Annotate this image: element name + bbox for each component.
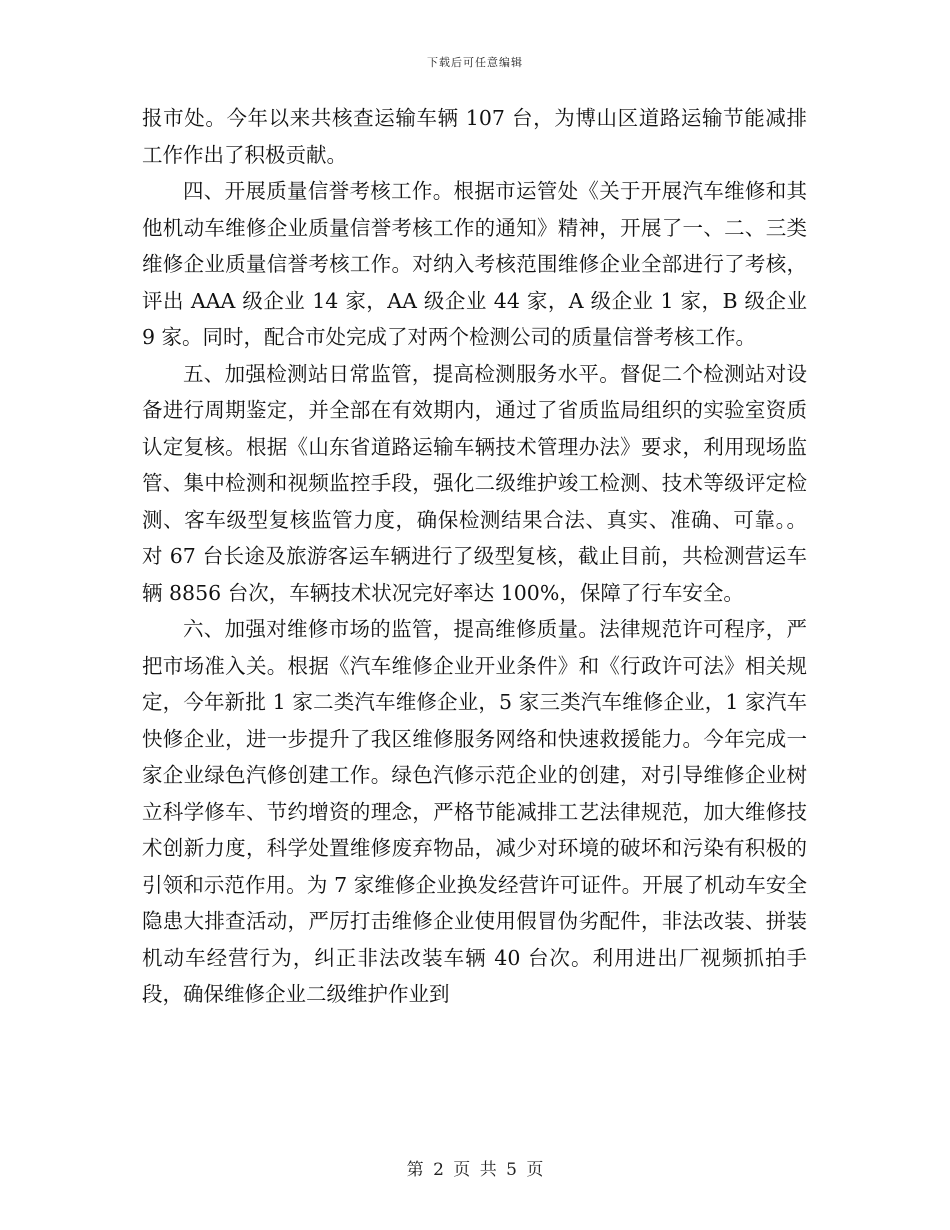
page-header-note: 下载后可任意编辑 — [427, 56, 523, 69]
paragraph-section-4: 四、开展质量信誉考核工作。根据市运管处《关于开展汽车维修和其他机动车维修企业质量信誉考核工作的通知》精神，开展了一、二、三类维修企业质量信誉考核工作。对纳入考核范围维修企业全部进行了考核，评出 AAA 级企业 14 家，AA 级企业 44 家，A 级企业 1 家，B 级企业 9 家。同时，配合市处完成了对两个检测公司的质量信誉考核工作。 — [142, 179, 807, 349]
paragraph-section-6: 六、加强对维修市场的监管，提高维修质量。法律规范许可程序，严把市场准入关。根据《汽车维修企业开业条件》和《行政许可法》相关规定，今年新批 1 家二类汽车维修企业，5 家三类汽车维修企业，1 家汽车快修企业，进一步提升了我区维修服务网络和快速救援能力。今年完成一家企业绿色汽修创建工作。绿色汽修示范企业的创建，对引导维修企业树立科学修车、节约增资的理念，严格节能减排工艺法律规范，加大维修技术创新力度，科学处置维修废弃物品，减少对环境的破坏和污染有积极的引领和示范作用。为 7 家维修企业换发经营许可证件。开展了机动车安全隐患大排查活动，严厉打击维修企业使用假冒伪劣配件，非法改装、拼装机动车经营行为，纠正非法改装车辆 40 台次。利用进出厂视频抓拍手段，确保维修企业二级维护作业到 — [142, 617, 807, 1006]
paragraph-section-5: 五、加强检测站日常监管，提高检测服务水平。督促二个检测站对设备进行周期鉴定，并全部在有效期内，通过了省质监局组织的实验室资质认定复核。根据《山东省道路运输车辆技术管理办法》要求，利用现场监管、集中检测和视频监控手段，强化二级维护竣工检测、技术等级评定检测、客车级型复核监管力度，确保检测结果合法、真实、准确、可靠。。对 67 台长途及旅游客运车辆进行了级型复核，截止目前，共检测营运车辆 8856 台次，车辆技术状况完好率达 100%，保障了行车安全。 — [142, 361, 807, 605]
page-number: 第 2 页 共 5 页 — [406, 1160, 544, 1180]
paragraph-continuation: 报市处。今年以来共核查运输车辆 107 台，为博山区道路运输节能减排工作作出了积极贡献。 — [142, 106, 807, 167]
document-body — [142, 100, 807, 1013]
